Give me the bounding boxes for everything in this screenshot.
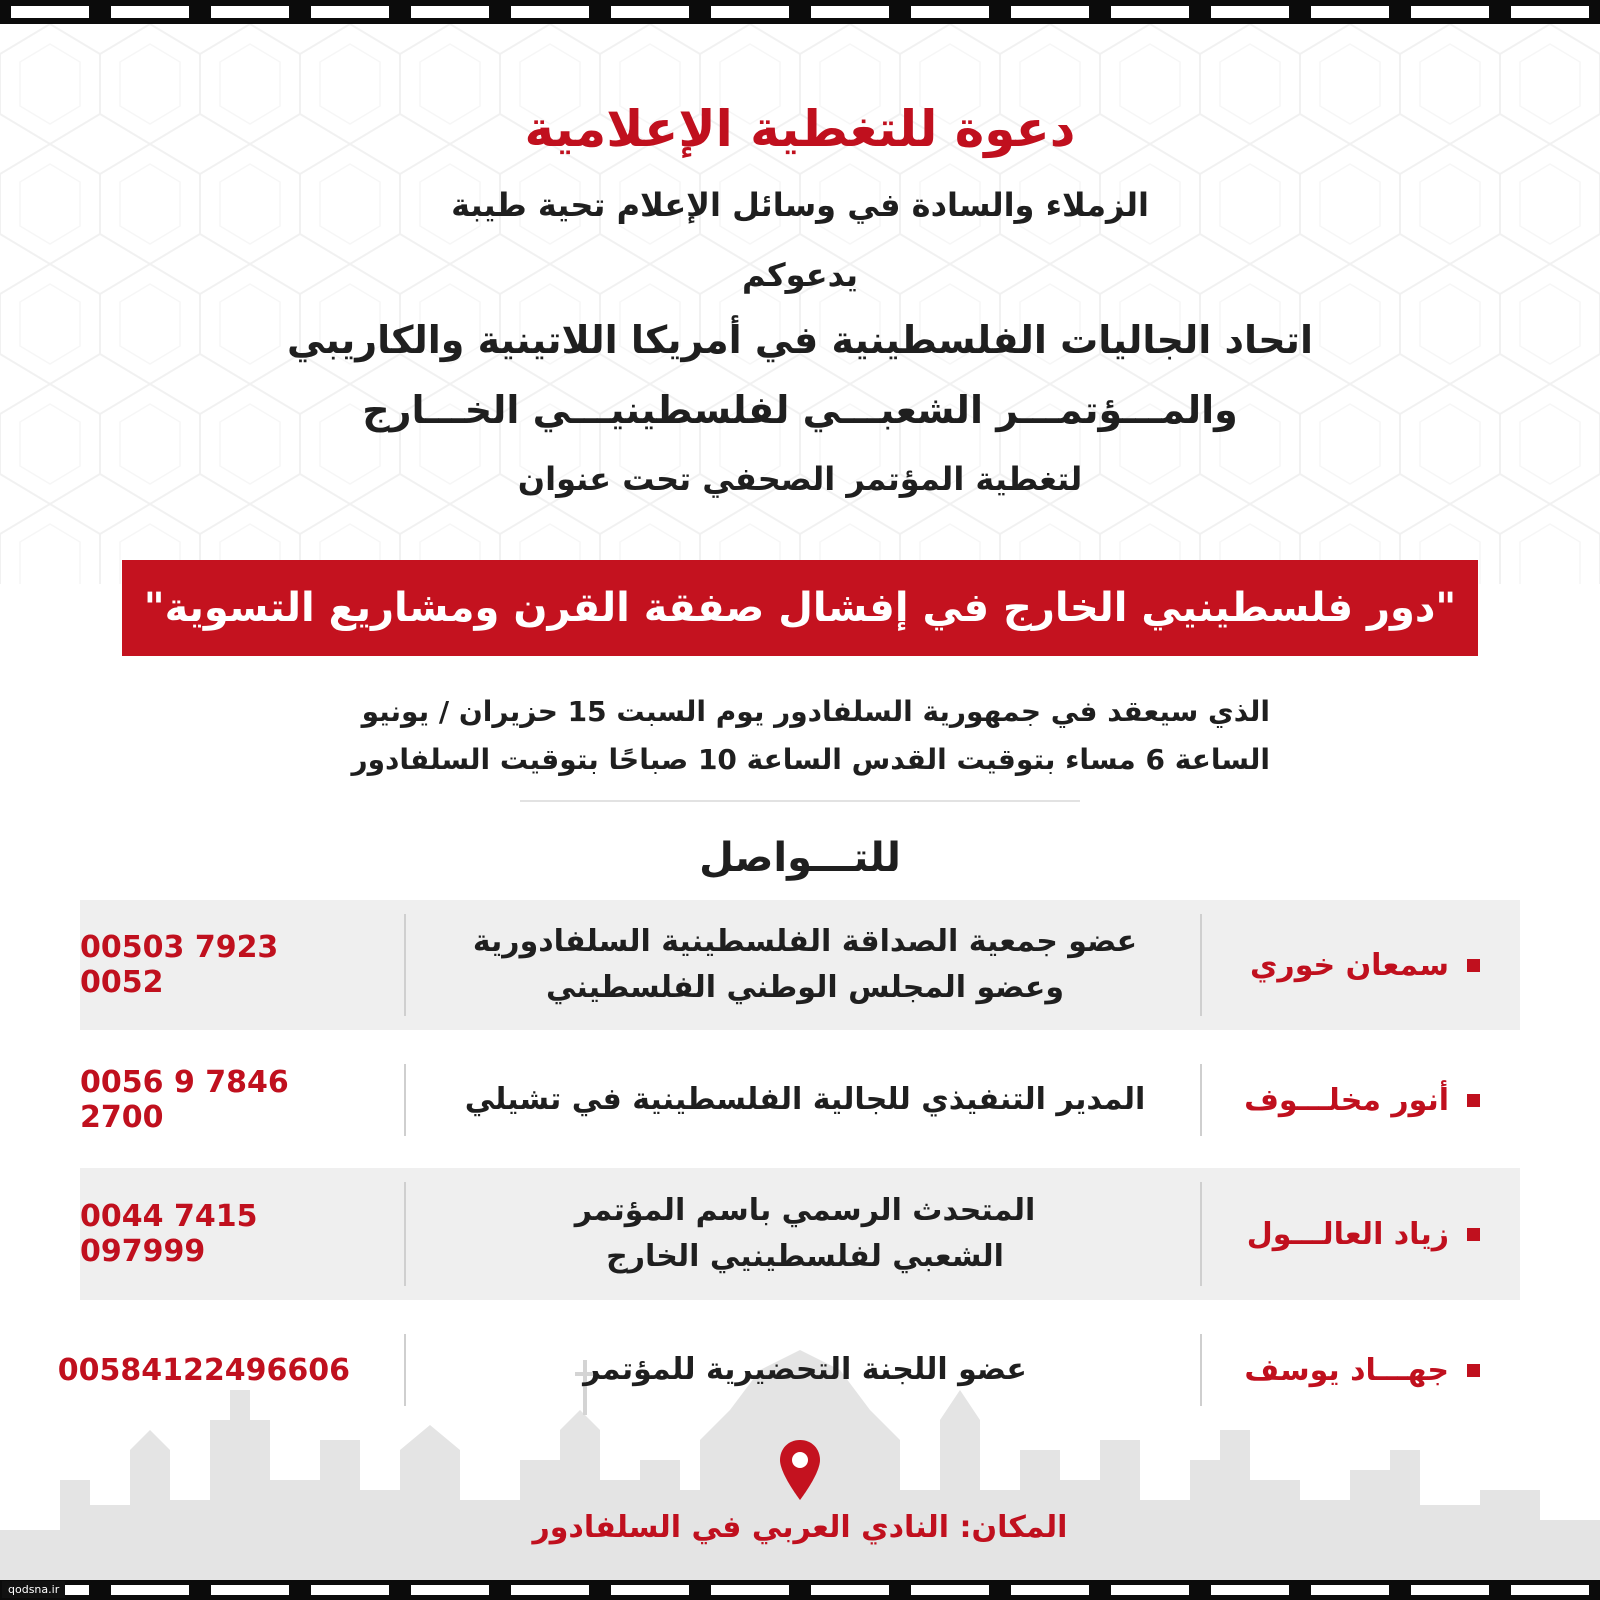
location-pin-icon bbox=[778, 1438, 822, 1502]
contact-role-line: المتحدث الرسمي باسم المؤتمر bbox=[574, 1193, 1036, 1228]
contact-row bbox=[80, 1050, 1520, 1150]
contact-row bbox=[80, 1168, 1520, 1300]
contact-phone: 0056 9 7846 2700 bbox=[80, 1065, 289, 1135]
contact-phone: 00584122496606 bbox=[57, 1352, 350, 1388]
bottom-frame-border bbox=[0, 1580, 1600, 1600]
contact-name-cell bbox=[1200, 900, 1480, 1030]
conference-title-banner bbox=[122, 560, 1478, 656]
square-bullet-icon bbox=[1467, 959, 1480, 972]
column-divider bbox=[404, 1064, 406, 1136]
event-time-line: الساعة 6 مساء بتوقيت القدس الساعة 10 صباحًا بتوقيت السلفادور bbox=[351, 743, 1270, 776]
contact-phone: 0044 7415 097999 bbox=[80, 1199, 258, 1269]
contact-role bbox=[420, 1320, 1190, 1420]
contact-role-line: وعضو المجلس الوطني الفلسطيني bbox=[546, 970, 1064, 1005]
contact-name: سمعان خوري bbox=[1249, 947, 1449, 983]
contact-name: أنور مخلـــوف bbox=[1244, 1082, 1449, 1118]
square-bullet-icon bbox=[1467, 1364, 1480, 1377]
contact-role bbox=[420, 900, 1190, 1030]
event-date-line: الذي سيعقد في جمهورية السلفادور يوم السبت 15 حزيران / يونيو bbox=[361, 695, 1270, 728]
contact-name-cell bbox=[1200, 1320, 1480, 1420]
invites-text: يدعوكم bbox=[741, 256, 859, 294]
top-frame-border bbox=[0, 0, 1600, 24]
organizer-line-1: اتحاد الجاليات الفلسطينية في أمريكا اللاتينية والكاريبي bbox=[287, 318, 1313, 362]
greeting-text: الزملاء والسادة في وسائل الإعلام تحية طيبة bbox=[451, 186, 1149, 224]
contact-name-cell bbox=[1200, 1050, 1480, 1150]
contact-row bbox=[57, 1320, 1520, 1420]
event-location: المكان: النادي العربي في السلفادور bbox=[532, 1510, 1068, 1545]
contact-role-line: عضو اللجنة التحضيرية للمؤتمر bbox=[583, 1352, 1027, 1387]
contact-name: جهـــاد يوسف bbox=[1244, 1352, 1449, 1388]
contact-role bbox=[420, 1168, 1190, 1300]
event-details bbox=[300, 688, 1270, 784]
source-watermark: qodsna.ir bbox=[2, 1581, 65, 1598]
contact-role bbox=[420, 1050, 1190, 1150]
column-divider bbox=[404, 1182, 406, 1286]
contact-name: زياد العالـــول bbox=[1246, 1216, 1449, 1252]
contact-heading: للتـــواصل bbox=[699, 835, 901, 881]
contact-phone: 00503 7923 0052 bbox=[80, 930, 279, 1000]
purpose-text: لتغطية المؤتمر الصحفي تحت عنوان bbox=[517, 460, 1083, 498]
contact-name-cell bbox=[1200, 1168, 1480, 1300]
contact-row bbox=[80, 900, 1520, 1030]
page-title: دعوة للتغطية الإعلامية bbox=[524, 100, 1076, 158]
contact-role-line: المدير التنفيذي للجالية الفلسطينية في تشيلي bbox=[464, 1082, 1146, 1117]
square-bullet-icon bbox=[1467, 1094, 1480, 1107]
square-bullet-icon bbox=[1467, 1228, 1480, 1241]
contact-role-line: عضو جمعية الصداقة الفلسطينية السلفادورية bbox=[472, 924, 1138, 959]
organizer-line-2: والمـــؤتمـــر الشعبـــي لفلسطينيـــي الخـــارج bbox=[362, 388, 1238, 432]
contact-role-line: الشعبي لفلسطينيي الخارج bbox=[606, 1239, 1004, 1274]
conference-title: "دور فلسطينيي الخارج في إفشال صفقة القرن ومشاريع التسوية" bbox=[143, 585, 1457, 631]
column-divider bbox=[404, 914, 406, 1016]
column-divider bbox=[404, 1334, 406, 1406]
section-divider bbox=[520, 800, 1080, 802]
